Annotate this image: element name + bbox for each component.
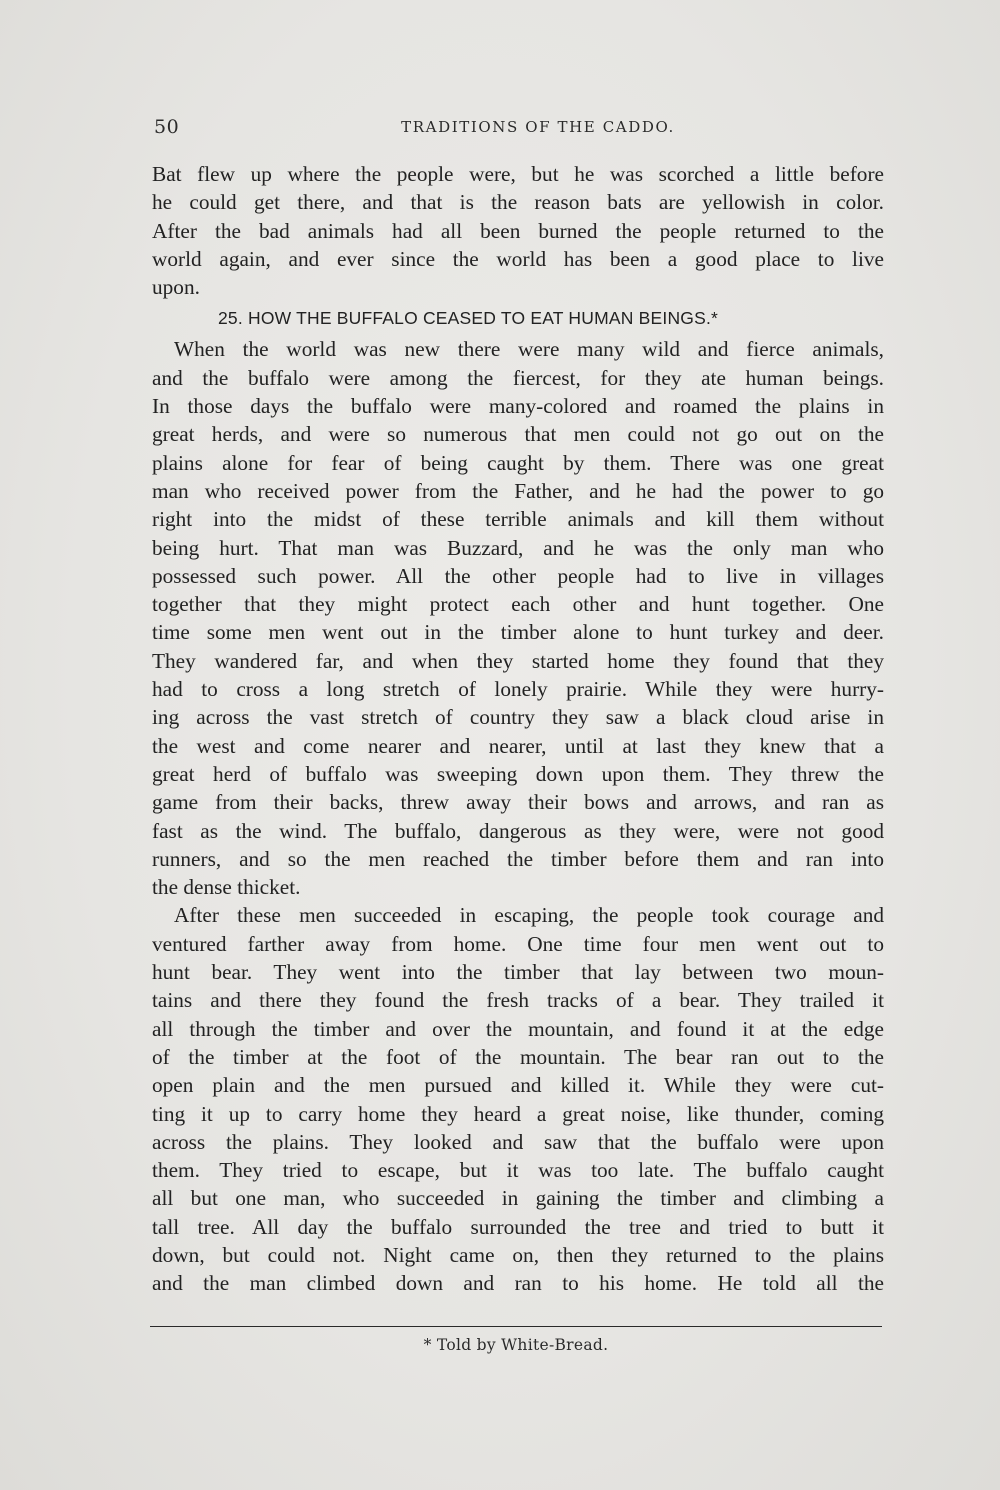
text-line: he could get there, and that is the reason bats are yellowish in color. [152, 190, 884, 215]
text-line: being hurt. That man was Buzzard, and he was the only man who [152, 535, 884, 560]
text-line: hunt bear. They went into the timber that lay between two moun- [152, 960, 884, 985]
text-line: They wandered far, and when they started home they found that they [152, 648, 884, 673]
text-line: right into the midst of these terrible animals and kill them without [152, 507, 884, 532]
text-line: had to cross a long stretch of lonely prairie. While they were hurry- [152, 677, 884, 702]
text-line: runners, and so the men reached the timber before them and ran into [152, 846, 884, 871]
text-line: In those days the buffalo were many-colored and roamed the plains in [152, 394, 884, 419]
text-line: the west and come nearer and nearer, until at last they knew that a [152, 733, 884, 758]
text-line: ing across the vast stretch of country they saw a black cloud arise in [152, 705, 884, 730]
text-line: and the man climbed down and ran to his home. He told all the [152, 1271, 884, 1296]
text-line: down, but could not. Night came on, then they returned to the plains [152, 1242, 884, 1267]
paragraph-bat-conclusion [152, 160, 884, 301]
text-line: all through the timber and over the mountain, and found it at the edge [152, 1016, 884, 1041]
page-number: 50 [154, 116, 180, 138]
text-line: open plain and the men pursued and killed it. While they were cut- [152, 1073, 884, 1098]
text-line: across the plains. They looked and saw that the buffalo were upon [152, 1129, 884, 1154]
text-line: game from their backs, threw away their bows and arrows, and ran as [152, 790, 884, 815]
text-line: tains and there they found the fresh tracks of a bear. They trailed it [152, 988, 884, 1013]
text-line: the dense thicket. [152, 875, 301, 900]
text-line: time some men went out in the timber alone to hunt turkey and deer. [152, 620, 884, 645]
text-line: When the world was new there were many wild and fierce animals, [174, 337, 884, 362]
text-line: plains alone for fear of being caught by them. There was one great [152, 450, 884, 475]
footnote-rule [150, 1326, 882, 1327]
text-line: tall tree. All day the buffalo surrounded the tree and tried to butt it [152, 1214, 884, 1239]
paragraph-bear-hunt [152, 901, 884, 1297]
text-line: possessed such power. All the other people had to live in villages [152, 563, 884, 588]
page-header [152, 116, 884, 144]
text-line: and the buffalo were among the fiercest, for they ate human beings. [152, 365, 884, 390]
footnote: * Told by White-Bread. [423, 1336, 609, 1354]
text-line: ventured farther away from home. One time four men went out to [152, 931, 884, 956]
text-line: upon. [152, 275, 200, 300]
text-line: Bat flew up where the people were, but he was scorched a little before [152, 162, 884, 186]
text-line: great herd of buffalo was sweeping down upon them. They threw the [152, 761, 884, 786]
text-line: ting it up to carry home they heard a great noise, like thunder, coming [152, 1101, 884, 1126]
text-line: all but one man, who succeeded in gaining the timber and climbing a [152, 1186, 884, 1211]
text-line: of the timber at the foot of the mountain. The bear ran out to the [152, 1044, 884, 1069]
text-line: great herds, and were so numerous that men could not go out on the [152, 422, 884, 447]
text-line: world again, and ever since the world has been a good place to live [152, 246, 884, 271]
section-heading: 25. HOW THE BUFFALO CEASED TO EAT HUMAN BEINGS.* [218, 308, 719, 329]
text-line: After these men succeeded in escaping, the people took courage and [174, 903, 884, 928]
text-line: fast as the wind. The buffalo, dangerous as they were, were not good [152, 818, 884, 843]
text-line: After the bad animals had all been burned the people returned to the [152, 218, 884, 243]
paragraph-buffalo-story [152, 335, 884, 901]
text-line: man who received power from the Father, and he had the power to go [152, 478, 884, 503]
text-line: together that they might protect each other and hunt together. One [152, 592, 884, 617]
body-text [152, 160, 884, 1298]
running-title: TRADITIONS OF THE CADDO. [401, 118, 675, 136]
text-line: them. They tried to escape, but it was too late. The buffalo caught [152, 1158, 884, 1183]
